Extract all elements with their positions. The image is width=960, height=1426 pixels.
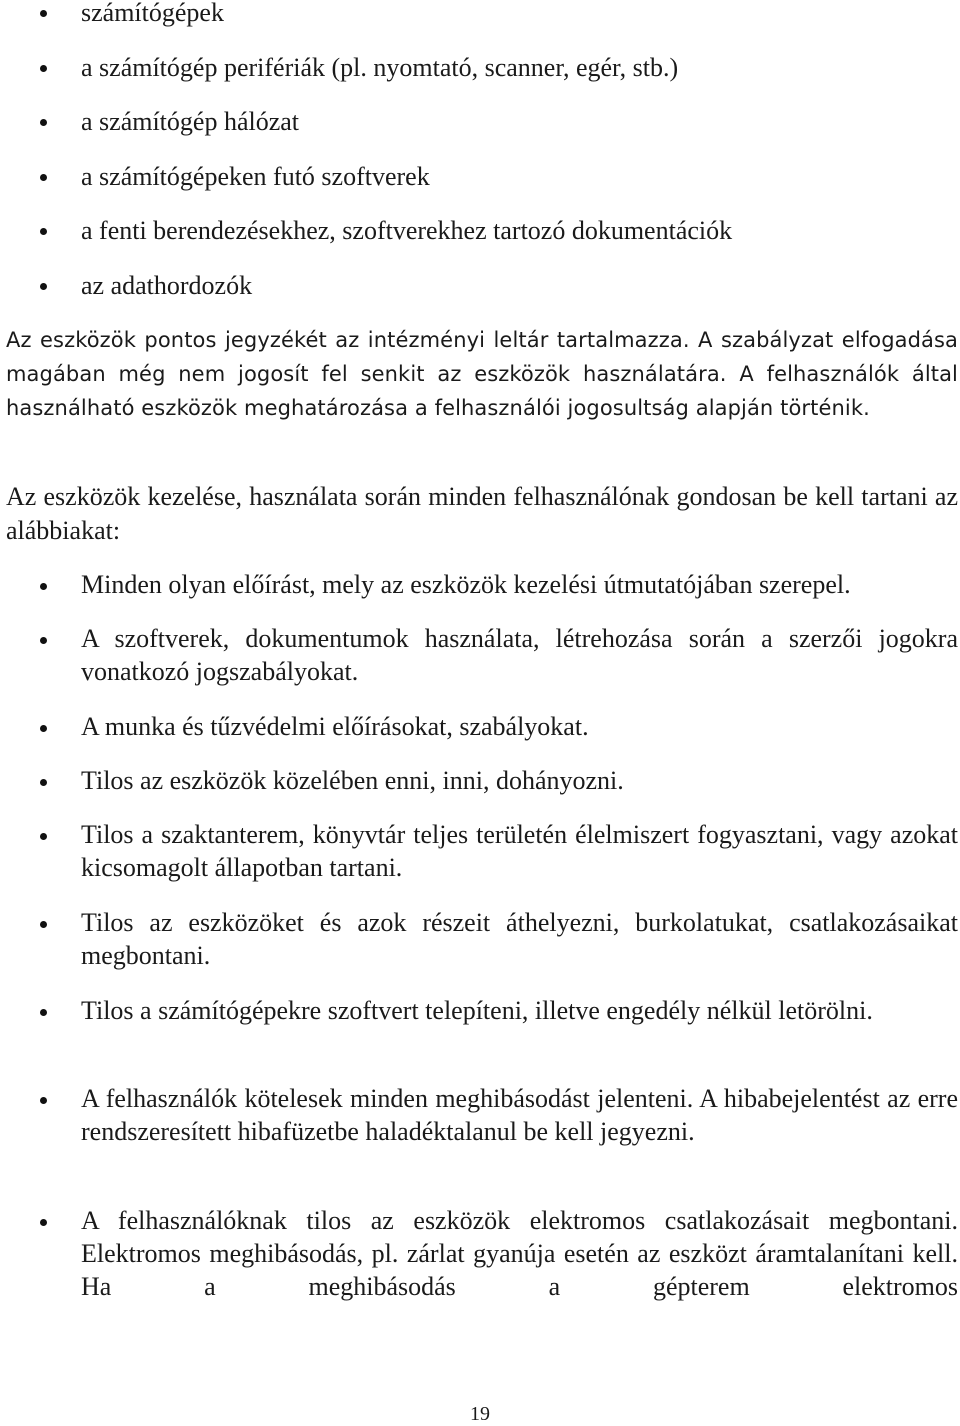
device-list <box>0 0 960 324</box>
bullet-icon <box>40 283 47 290</box>
list-item-text: A felhasználóknak tilos az eszközök elektromos csatlakozásait megbontani. Elektromos meghibásodás, pl. zárlat gyanúja esetén az eszközt áramtalanítani kell. Ha a meghibásodás a gépterem elektromos <box>81 1206 958 1301</box>
bullet-icon <box>40 1009 47 1016</box>
bullet-icon <box>40 921 47 928</box>
list-item-text: Tilos az eszközöket és azok részeit áthelyezni, burkolatukat, csatlakozásaikat megbontani. <box>81 908 958 970</box>
bullet-icon <box>40 583 47 590</box>
list-item <box>0 994 960 1082</box>
page-number: 19 <box>470 1403 490 1425</box>
list-item-text: Tilos a szaktanterem, könyvtár teljes területén élelmiszert fogyasztani, vagy azokat kicsomagolt állapotban tartani. <box>81 820 958 882</box>
list-item <box>0 818 960 906</box>
list-item-text: számítógépek <box>81 0 224 27</box>
list-item-text: a számítógép perifériák (pl. nyomtató, scanner, egér, stb.) <box>81 52 679 82</box>
list-item <box>0 1204 960 1314</box>
list-item <box>0 622 960 710</box>
bullet-icon <box>40 119 47 126</box>
bullet-icon <box>40 65 47 72</box>
inventory-paragraph: Az eszközök pontos jegyzékét az intézményi leltár tartalmazza. A szabályzat elfogadása magában még nem jogosít fel senkit az eszközök használatára. A felhasználók által használható eszközök meghatározása a felhasználói jogosultság alapján történik. <box>6 328 958 420</box>
list-item <box>0 1082 960 1204</box>
list-item-text: Minden olyan előírást, mely az eszközök kezelési útmutatójában szerepel. <box>81 570 851 599</box>
bullet-icon <box>40 1097 47 1104</box>
list-item-text: Tilos az eszközök közelében enni, inni, dohányozni. <box>81 766 624 795</box>
bullet-icon <box>40 833 47 840</box>
bullet-icon <box>40 174 47 181</box>
list-item-text: az adathordozók <box>81 270 253 300</box>
list-item <box>0 906 960 994</box>
bullet-icon <box>40 10 47 17</box>
list-item-text: a számítógépeken futó szoftverek <box>81 161 430 191</box>
bullet-icon <box>40 779 47 786</box>
usage-paragraph: Az eszközök kezelése, használata során minden felhasználónak gondosan be kell tartani az alábbiakat: <box>6 482 958 545</box>
list-item <box>0 214 960 269</box>
list-item-text: Tilos a számítógépekre szoftvert telepíteni, illetve engedély nélkül letörölni. <box>81 996 873 1025</box>
bullet-icon <box>40 228 47 235</box>
bullet-icon <box>40 637 47 644</box>
list-item <box>0 568 960 622</box>
list-item-text: A felhasználók kötelesek minden meghibásodást jelenteni. A hibabejelentést az erre rendszeresített hibafüzetbe haladéktalanul be kell jegyezni. <box>81 1084 958 1146</box>
bullet-icon <box>40 1219 47 1226</box>
bullet-icon <box>40 725 47 732</box>
rules-list <box>0 568 960 1314</box>
list-item <box>0 160 960 215</box>
list-item <box>0 269 960 324</box>
list-item-text: A szoftverek, dokumentumok használata, létrehozása során a szerzői jogokra vonatkozó jogszabályokat. <box>81 624 958 686</box>
list-item-text: a számítógép hálózat <box>81 107 300 137</box>
list-item-text: A munka és tűzvédelmi előírásokat, szabályokat. <box>81 712 589 741</box>
list-item <box>0 105 960 160</box>
list-item <box>0 710 960 764</box>
list-item <box>0 0 960 51</box>
list-item <box>0 51 960 106</box>
list-item <box>0 764 960 818</box>
list-item-text: a fenti berendezésekhez, szoftverekhez tartozó dokumentációk <box>81 216 733 246</box>
